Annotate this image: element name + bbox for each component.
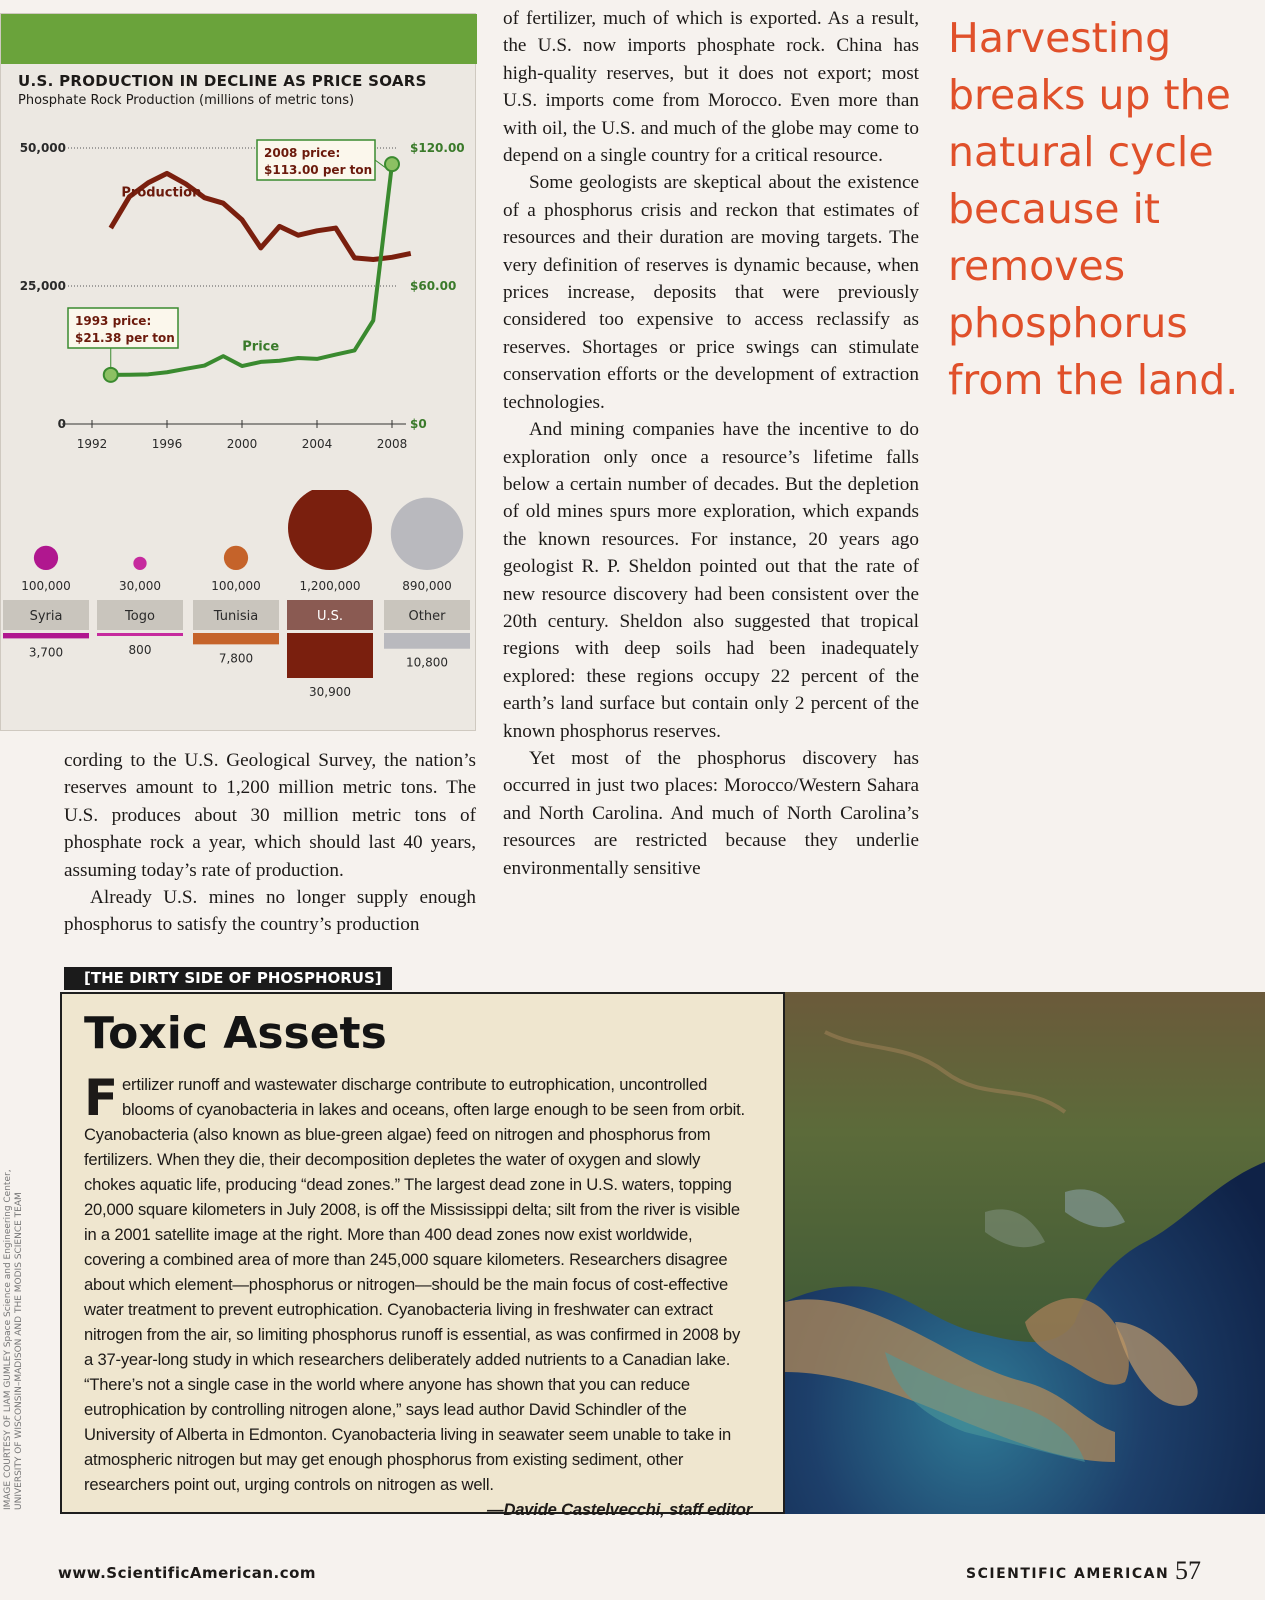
production-label: 800: [128, 643, 152, 657]
paragraph: of fertilizer, much of which is exported. As a result, the U.S. now imports phosphate rock. China has high-quality reserves, but it does not export; most U.S. imports come from Morocco. Even more than with oil, the U.S. and much of the globe may come to depend on a single country for a critical resource.: [503, 8, 919, 167]
x-tick-label: 1996: [151, 437, 183, 451]
paragraph: Already U.S. mines no longer supply enough phosphorus to satisfy the country’s production: [64, 887, 476, 936]
production-bar: [3, 633, 89, 638]
production-label: 3,700: [28, 645, 64, 660]
production-bar: [384, 633, 470, 649]
production-bar: [193, 633, 279, 644]
x-tick-label: 2000: [226, 437, 258, 451]
paragraph: Yet most of the phosphorus discovery has occurred in just two places: Morocco/Western Sahara and North Carolina. And much of North Carolina’s resources are restricted because they underlie environmentally sensitive: [503, 747, 919, 879]
box-body: [84, 1069, 752, 1522]
production-bar: [287, 633, 373, 678]
mississippi-delta-satellite-image: [785, 992, 1265, 1514]
y-right-tick-label: $60.00: [410, 279, 457, 293]
chart-subtitle: Phosphate Rock Production (millions of metric tons): [18, 93, 355, 108]
country-label: Other: [408, 609, 446, 624]
reserve-bubble-syria: [34, 546, 58, 570]
annotation-text-1993: $21.38 per ton: [75, 331, 175, 345]
y-left-tick-label: 25,000: [19, 279, 66, 293]
reserve-label: 890,000: [402, 579, 452, 593]
annotation-text-2008: 2008 price:: [264, 146, 341, 160]
reserve-bubble-other: [391, 498, 463, 570]
satellite-image: [785, 992, 1265, 1514]
annotation-text-1993: 1993 price:: [75, 314, 152, 328]
sidebar-kicker: [THE DIRTY SIDE OF PHOSPHORUS]: [64, 967, 392, 990]
green-header-bar: [1, 14, 477, 64]
y-left-tick-label: 50,000: [19, 141, 66, 155]
credit-line: UNIVERSITY OF WISCONSIN–MADISON AND THE MODIS SCIENCE TEAM: [14, 1192, 24, 1510]
y-left-tick-label: 0: [57, 417, 66, 431]
price-marker-1993: [104, 368, 118, 382]
reserve-label: 1,200,000: [299, 579, 361, 593]
box-body-text: ertilizer runoff and wastewater discharge contribute to eutrophication, uncontrolled blooms of cyanobacteria in lakes and oceans, often large enough to be seen from orbit. Cyanobacteria (also known as blue-green algae) feed on nitrogen and phosphorus from fertilizers. When they die, their decomposition depletes the water of oxygen and slowly chokes aquatic life, producing “dead zones.” The largest dead zone in U.S. waters, topping 20,000 square kilometers in July 2008, is off the Mississippi delta; silt from the river is visible in a 2001 satellite image at the right. More than 400 dead zones now exist worldwide, covering a combined area of more than 245,000 square kilometers. Researchers disagree about which element—phosphorus or nitrogen—should be the main focus of cost-effective water treatment to prevent eutrophication. Cyanobacteria living in freshwater can extract nitrogen from the air, so limiting phosphorus runoff is essential, as was confirmed in 2008 by a 37-year-long study in which researchers deliberately added nutrients to a Canadian lake. “There’s not a single case in the world where anyone has shown that you can reduce eutrophication by controlling nitrogen alone,” says lead author David Schindler of the University of Alberta in Edmonton. Cyanobacteria living in seawater seem unable to take in atmospheric nitrogen but may get enough phosphorus from existing sediment, other researchers point out, urging controls on nitrogen as well.: [84, 1075, 745, 1494]
footer-url[interactable]: www.ScientificAmerican.com: [58, 1564, 317, 1582]
paragraph: cording to the U.S. Geological Survey, the nation’s reserves amount to 1,200 million metric tons. The U.S. produces about 30 million metric tons of phosphate rock a year, which should last 40 years, assuming today’s rate of production.: [64, 750, 476, 881]
production-bar: [97, 633, 183, 636]
article-column-middle: [503, 5, 919, 882]
page-number: 57: [1175, 1556, 1201, 1585]
y-right-tick-label: $0: [410, 417, 427, 431]
series-label-price: Price: [242, 339, 280, 355]
reserve-label: 100,000: [211, 579, 261, 593]
photo-credit: [3, 1169, 25, 1510]
country-label: Togo: [125, 609, 155, 624]
x-tick-label: 2008: [376, 437, 408, 451]
reserve-bubble-togo: [133, 557, 146, 570]
production-label: 7,800: [218, 651, 254, 666]
footer-magazine-name: SCIENTIFIC AMERICAN: [966, 1566, 1170, 1582]
paragraph: And mining companies have the incentive to do exploration only once a resource’s lifetime falls below a certain number of decades. But the depletion of old mines spurs more exploration, which expands the known resources. For instance, 20 years ago geologist R. P. Sheldon pointed out that the rate of new resource discovery had been consistent over the 20th century. Sheldon also suggested that tropical regions with deep soils had been inadequately explored: these regions occupy 22 percent of the earth’s land surface but contain only 2 percent of the known phosphorus reserves.: [503, 419, 919, 742]
country-label: U.S.: [316, 609, 344, 624]
reserves-production-chart: [0, 490, 476, 722]
drop-cap: F: [84, 1069, 118, 1127]
x-tick-label: 1992: [76, 437, 108, 451]
box-title: Toxic Assets: [84, 1008, 387, 1059]
country-label: Tunisia: [213, 609, 259, 624]
reserve-bubble-us: [288, 490, 372, 570]
article-column-left: [64, 747, 476, 939]
byline: —Davide Castelvecchi, staff editor: [487, 1500, 752, 1519]
toxic-assets-box: [60, 992, 785, 1519]
x-tick-label: 2004: [301, 437, 333, 451]
country-label: Syria: [29, 609, 63, 624]
annotation-text-2008: $113.00 per ton: [264, 163, 373, 177]
reserve-label: 30,000: [119, 579, 161, 593]
production-label: 30,900: [309, 685, 351, 699]
credit-line: IMAGE COURTESY OF LIAM GUMLEY Space Science and Engineering Center,: [3, 1169, 13, 1510]
reserve-bubble-tunisia: [224, 546, 248, 570]
series-label-production: Production: [121, 185, 202, 201]
paragraph: Some geologists are skeptical about the existence of a phosphorus crisis and reckon that estimates of resources and their duration are moving targets. The very definition of reserves is dynamic because, when prices increase, deposits that were previously considered too expensive to access reclassify as reserves. Shortages or price swings can stimulate conservation efforts or the development of extraction technologies.: [503, 172, 919, 413]
chart-title: U.S. PRODUCTION IN DECLINE AS PRICE SOARS: [18, 72, 427, 90]
price-marker-2008: [385, 157, 399, 171]
y-right-tick-label: $120.00: [410, 141, 465, 155]
pull-quote: Harvesting breaks up the natural cycle because it removes phosphorus from the land.: [948, 14, 1239, 404]
reserve-label: 100,000: [21, 579, 71, 593]
production-price-chart: [0, 110, 476, 470]
production-label: 10,800: [406, 655, 448, 670]
